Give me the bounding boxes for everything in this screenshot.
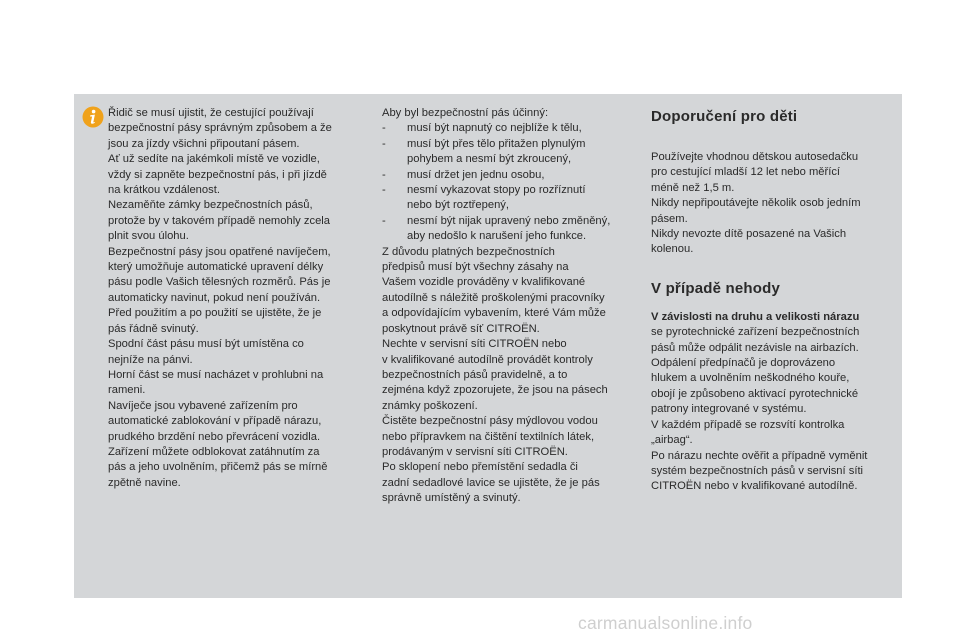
text-line: nejníže na pánvi.	[108, 353, 193, 366]
text-line: automaticky navinut, pokud není používán.	[108, 291, 321, 304]
text-line: prodávaným v servisní síti CITROËN.	[382, 445, 568, 458]
accident-section-text	[651, 325, 891, 494]
text-line: v kvalifikované autodílně provádět kontroly	[382, 353, 593, 366]
text-line: protože by v takovém případě nemohly zcela	[108, 214, 331, 227]
text-line: na krátkou vzdálenost.	[108, 184, 220, 197]
text-line: zejména když zpozorujete, že jsou na pásech	[382, 384, 608, 397]
text-line: zpětně navine.	[108, 476, 181, 489]
text-line: Používejte vhodnou dětskou autosedačku	[651, 151, 859, 163]
text-line: Odpálení předpínačů je doprovázeno	[651, 357, 836, 370]
text-line: Po nárazu nechte ověřit a případně vyměnit	[651, 449, 868, 462]
text-line: Řidič se musí ujistit, že cestující používají	[108, 107, 314, 119]
list-item-line: nesmí být nijak upravený nebo změněný,	[407, 214, 611, 227]
info-icon	[82, 106, 104, 128]
intro-line: Aby byl bezpečnostní pás účinný:	[382, 107, 549, 119]
list-item-line: aby nedošlo k narušení jeho funkce.	[407, 230, 587, 243]
accident-bold-line: V závislosti na druhu a velikosti nárazu	[651, 310, 860, 323]
text-line: pásem.	[651, 212, 688, 225]
text-line: pásů může odpálit nezávisle na airbazích.	[651, 341, 859, 354]
dash-bullet: -	[382, 137, 386, 150]
text-line: poskytnout právě síť CITROËN.	[382, 322, 540, 335]
text-line: prudkého brzdění nebo převrácení vozidla.	[108, 430, 321, 443]
list-item-line: musí držet jen jednu osobu,	[407, 168, 545, 181]
text-line: obojí je způsobeno aktivací pyrotechnické	[651, 387, 859, 400]
text-line: Čistěte bezpečnostní pásy mýdlovou vodou	[382, 415, 598, 428]
text-line: zadní sedadlové lavice se ujistěte, že je pás	[382, 476, 600, 489]
text-line: Po sklopení nebo přemístění sedadla či	[382, 461, 578, 474]
list-item-line: pohybem a nesmí být zkroucený,	[407, 153, 572, 166]
text-line: pás a jeho uvolněním, přičemž pás se mírně	[108, 461, 328, 474]
text-line: se pyrotechnické zařízení bezpečnostních	[651, 326, 860, 339]
text-line: bezpečnostní pásy správným způsobem a že	[108, 122, 332, 135]
text-line: Horní část se musí nacházet v prohlubni na	[108, 368, 324, 381]
text-line: nebo přípravkem na čištění textilních látek,	[382, 430, 595, 443]
text-line: systém bezpečnostních pásů v servisní síti	[651, 464, 864, 477]
maintenance-text	[382, 245, 634, 507]
text-line: patrony integrované v systému.	[651, 403, 807, 416]
text-line: Nikdy nepřipoutávejte několik osob jedním	[651, 197, 861, 210]
belt-effectiveness-block	[382, 106, 634, 507]
text-line: Navíječe jsou vybavené zařízením pro	[108, 399, 298, 412]
text-line: pás řádně svinutý.	[108, 322, 199, 335]
text-line: správně umístěný a svinutý.	[382, 492, 521, 505]
text-line: jsou za jízdy všichni připoutaní pásem.	[108, 137, 300, 150]
text-line: a odpovídajícím vybavením, které Vám může	[382, 307, 606, 320]
text-line: autodílně s náležitě proškolenými pracovníky	[382, 291, 605, 304]
children-section-text	[651, 150, 891, 258]
list-item	[382, 121, 634, 136]
right-column	[651, 106, 891, 495]
text-line: „airbag“.	[651, 434, 693, 447]
dash-bullet: -	[382, 214, 386, 227]
list-item	[382, 137, 634, 168]
children-section-title: Doporučení pro děti	[651, 108, 798, 125]
text-line: Nikdy nevozte dítě posazené na Vašich	[651, 228, 847, 241]
list-item	[382, 168, 634, 183]
list-item-line: nebo být roztřepený,	[407, 199, 509, 212]
dash-bullet: -	[382, 168, 386, 181]
text-line: Z důvodu platných bezpečnostních	[382, 245, 555, 258]
info-text-block	[108, 106, 370, 491]
text-line: Vašem vozidle prováděny v kvalifikované	[382, 276, 586, 289]
watermark: carmanualsonline.info	[578, 613, 753, 633]
text-line: Spodní část pásu musí být umístěna co	[108, 338, 304, 351]
text-line: Před použitím a po použití se ujistěte, že je	[108, 307, 322, 320]
accident-section-title: V případě nehody	[651, 279, 781, 297]
list-item	[382, 214, 634, 245]
text-line: předpisů musí být všechny zásahy na	[382, 261, 569, 274]
text-line: V každém případě se rozsvítí kontrolka	[651, 418, 845, 431]
text-line: známky poškození.	[382, 399, 478, 412]
text-line: CITROËN nebo v kvalifikované autodílně.	[651, 480, 858, 493]
list-item-line: nesmí vykazovat stopy po rozříznutí	[407, 184, 586, 197]
text-line: bezpečnostních pásů pravidelně, a to	[382, 368, 568, 381]
list-item-line: musí být napnutý co nejblíže k tělu,	[407, 122, 582, 135]
text-line: kolenou.	[651, 243, 694, 256]
text-line: který umožňuje automatické upravení délky	[108, 261, 324, 274]
text-line: pro cestující mladší 12 let nebo měřící	[651, 166, 841, 179]
text-line: Nezaměňte zámky bezpečnostních pásů,	[108, 199, 313, 212]
text-line: hlukem a uvolněním neškodného kouře,	[651, 372, 850, 385]
requirements-list	[382, 121, 634, 244]
text-line: automatické zablokování v případě nárazu,	[108, 415, 322, 428]
text-line: vždy si zapněte bezpečnostní pás, i při jízdě	[108, 168, 327, 181]
list-item-line: musí být přes tělo přitažen plynulým	[407, 137, 586, 150]
list-item	[382, 183, 634, 214]
text-line: méně než 1,5 m.	[651, 181, 735, 194]
text-line: rameni.	[108, 384, 146, 397]
text-line: Bezpečnostní pásy jsou opatřené navíječem,	[108, 245, 331, 258]
text-line: plnit svou úlohu.	[108, 230, 189, 243]
text-line: Zařízení můžete odblokovat zatáhnutím za	[108, 445, 320, 458]
text-line: pásu podle Vašich tělesných rozměrů. Pás je	[108, 276, 331, 289]
text-line: Nechte v servisní síti CITROËN nebo	[382, 338, 567, 351]
dash-bullet: -	[382, 122, 386, 135]
dash-bullet: -	[382, 184, 386, 197]
text-line: Ať už sedíte na jakémkoli místě ve vozidle,	[108, 153, 320, 166]
